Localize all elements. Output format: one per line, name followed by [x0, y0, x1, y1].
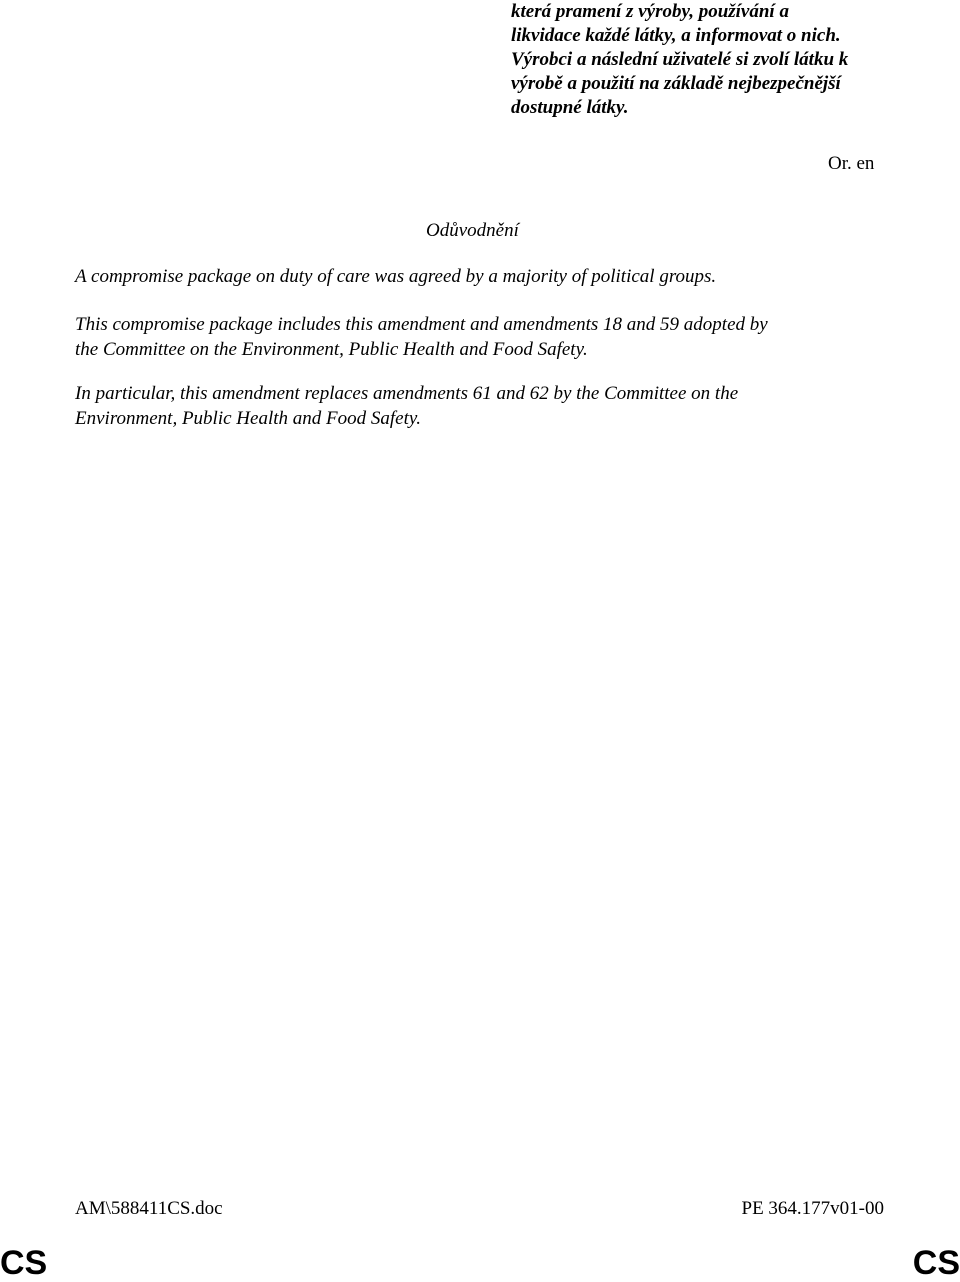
paragraph-line: Environment, Public Health and Food Safety.: [75, 408, 421, 429]
justification-heading: Odůvodnění: [426, 220, 519, 241]
language-code-right: CS: [912, 1244, 960, 1282]
paragraph-line: A compromise package on duty of care was agreed by a majority of political groups.: [75, 266, 717, 287]
footer-pe-reference: PE 364.177v01-00: [741, 1198, 884, 1219]
justification-paragraph: [75, 264, 875, 289]
amendment-text-line: dostupné látky.: [511, 97, 629, 118]
justification-paragraph: [75, 312, 875, 362]
amendment-text-line: Výrobci a následní uživatelé si zvolí látku k: [511, 49, 849, 70]
original-language-label: Or. en: [828, 153, 875, 174]
paragraph-line: In particular, this amendment replaces amendments 61 and 62 by the Committee on the: [75, 383, 739, 404]
footer-document-reference: AM\588411CS.doc: [75, 1198, 223, 1219]
amendment-text-line: likvidace každé látky, a informovat o nich.: [511, 25, 841, 46]
paragraph-line: This compromise package includes this amendment and amendments 18 and 59 adopted by: [75, 314, 768, 335]
justification-paragraph: [75, 381, 875, 431]
amendment-text-block: [511, 0, 911, 120]
amendment-text-line: která pramení z výroby, používání a: [511, 1, 789, 22]
language-code-left: CS: [0, 1244, 48, 1282]
amendment-text-line: výrobě a použití na základě nejbezpečnější: [511, 73, 841, 94]
paragraph-line: the Committee on the Environment, Public Health and Food Safety.: [75, 339, 588, 360]
